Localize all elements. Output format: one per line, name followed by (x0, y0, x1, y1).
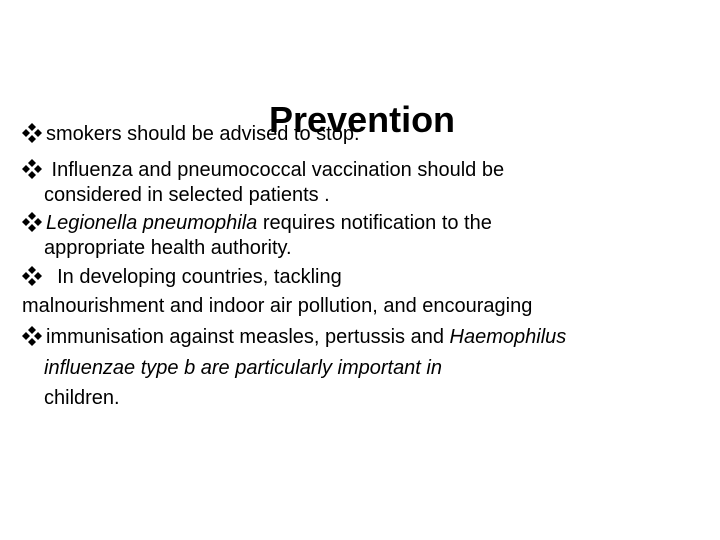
diamond-bullet-segment (34, 332, 42, 340)
bullet-line-6 (22, 264, 342, 290)
diamond-bullet-segment (34, 129, 42, 137)
diamond-bullet-segment (28, 326, 36, 334)
line-1-text: smokers should be advised to stop. (46, 123, 360, 145)
continuation-line-3 (44, 182, 330, 208)
diamond-bullet-glyph (22, 159, 42, 179)
diamond-bullet-icon (22, 326, 42, 346)
continuation-line-10 (44, 385, 120, 411)
diamond-bullet-glyph (22, 266, 42, 286)
diamond-bullet-segment (34, 165, 42, 173)
line-5-text: appropriate health authority. (44, 237, 292, 259)
line-8-italic-text: Haemophilus (449, 326, 567, 348)
diamond-bullet-glyph (22, 212, 42, 232)
diamond-bullet-segment (28, 159, 36, 167)
line-7-text: malnourishment and indoor air pollution, and encouraging (22, 295, 533, 317)
diamond-bullet-segment (34, 218, 42, 226)
diamond-bullet-segment (28, 171, 36, 179)
diamond-bullet-segment (22, 272, 30, 280)
diamond-bullet-glyph (22, 326, 42, 346)
bullet-line-8 (22, 324, 566, 350)
line-2-text: Influenza and pneumococcal vaccination should be (46, 159, 505, 181)
continuation-line-7 (22, 293, 532, 319)
bullet-line-4 (22, 210, 492, 236)
diamond-bullet-segment (28, 135, 36, 143)
diamond-bullet-glyph (22, 123, 42, 143)
diamond-bullet-segment (22, 332, 30, 340)
diamond-bullet-segment (28, 212, 36, 220)
diamond-bullet-icon (22, 159, 42, 179)
diamond-bullet-icon (22, 266, 42, 286)
line-3-text: considered in selected patients . (44, 184, 330, 206)
diamond-bullet-segment (22, 165, 30, 173)
diamond-bullet-icon (22, 212, 42, 232)
line-4-italic-text: Legionella pneumophila (46, 212, 258, 234)
diamond-bullet-segment (28, 123, 36, 131)
line-6-text: In developing countries, tackling (46, 266, 342, 288)
line-4-text: requires notification to the (257, 212, 492, 234)
line-10-text: children. (44, 387, 120, 409)
bullet-line-2 (22, 157, 504, 183)
continuation-line-5 (44, 235, 292, 261)
diamond-bullet-segment (28, 266, 36, 274)
diamond-bullet-segment (34, 272, 42, 280)
diamond-bullet-icon (22, 123, 42, 143)
diamond-bullet-segment (22, 129, 30, 137)
line-9-italic-text: influenzae type b are particularly important in (44, 357, 442, 379)
diamond-bullet-segment (28, 224, 36, 232)
continuation-line-9 (44, 355, 442, 381)
slide-title: Prevention (269, 99, 456, 140)
line-8-text: immunisation against measles, pertussis and (46, 326, 450, 348)
diamond-bullet-segment (28, 338, 36, 346)
diamond-bullet-segment (28, 278, 36, 286)
diamond-bullet-segment (22, 218, 30, 226)
